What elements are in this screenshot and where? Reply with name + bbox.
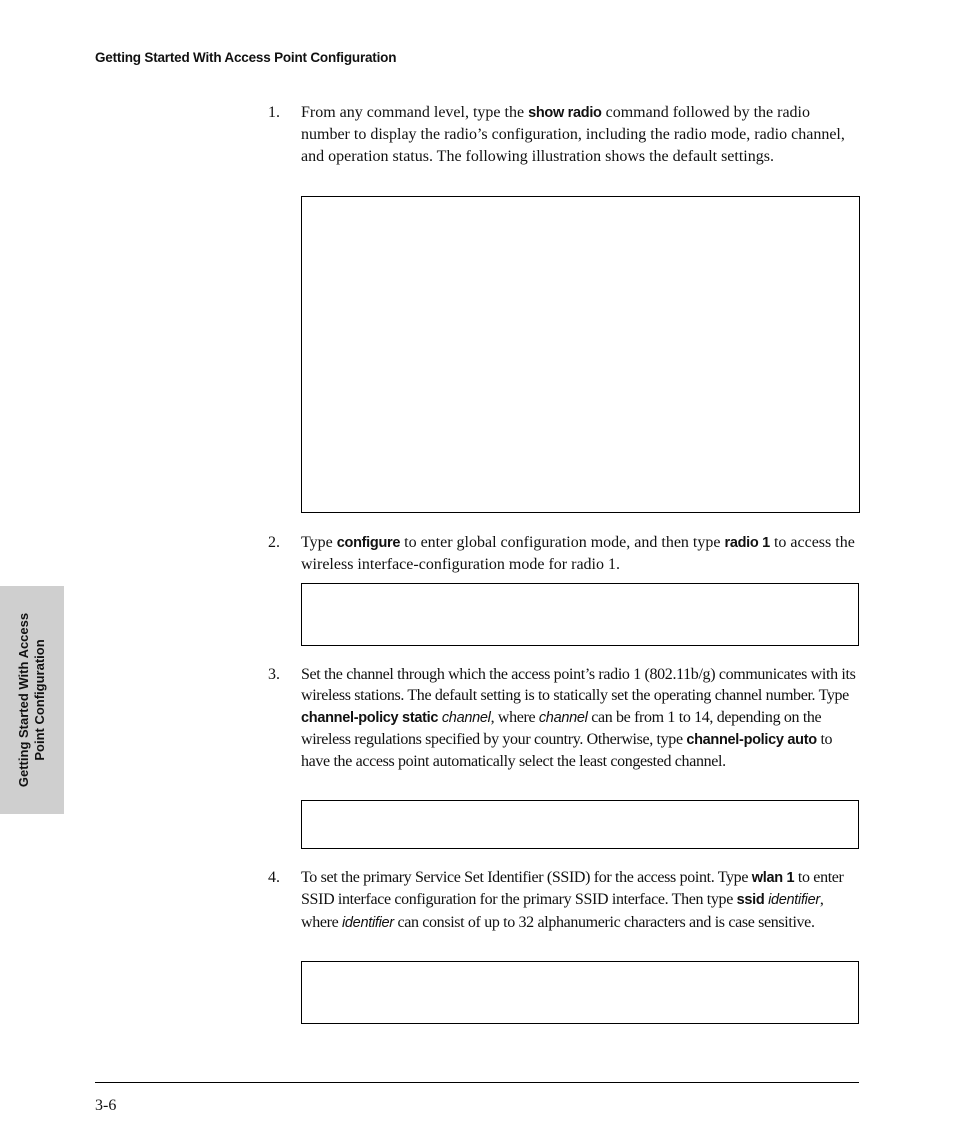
step-number: 4. — [268, 869, 280, 886]
chapter-side-tab — [0, 586, 64, 814]
side-tab-line-2: Point Configuration — [32, 639, 47, 761]
screen-illustration-configure — [301, 583, 859, 646]
command-radio-1: radio 1 — [724, 535, 770, 551]
command-ssid: ssid — [736, 892, 765, 909]
side-tab-line-1: Getting Started With Access — [16, 612, 31, 788]
command-configure: configure — [336, 535, 401, 551]
argument-channel: channel — [538, 709, 588, 726]
screen-illustration-channel-policy — [301, 800, 859, 849]
command-channel-policy-auto: channel-policy auto — [686, 731, 817, 748]
argument-channel: channel — [441, 709, 491, 726]
screen-illustration-ssid — [301, 961, 859, 1024]
step-1 — [268, 102, 858, 167]
step-number: 1. — [268, 104, 280, 121]
step-text: To set the primary Service Set Identifier (SSID) for the access point. Type wlan 1 to enter SSID interface configuration for the primary SSID interface. Then type ssid identifier, where identifier can consist of up to 32 alphanumeric characters and is case sensitive. — [301, 869, 844, 931]
step-4 — [268, 867, 858, 934]
footer-rule — [95, 1082, 859, 1083]
step-number: 2. — [268, 534, 280, 551]
step-text: Set the channel through which the access point’s radio 1 (802.11b/g) communicates with its wireless stations. The default setting is to statically set the operating channel number. Type channel-policy static channel, where channel can be from 1 to 14, depending on the wireless regulations specified by your country. Otherwise, type channel-policy auto to have the access point automatically select the least congested channel. — [301, 666, 856, 771]
argument-identifier: identifier — [768, 892, 820, 909]
step-2 — [268, 532, 858, 576]
screen-illustration-show-radio — [301, 196, 860, 513]
step-3 — [268, 664, 858, 772]
step-text: From any command level, type the show radio command followed by the radio number to display the radio’s configuration, including the radio mode, radio channel, and operation status. The following illustration shows the default settings. — [301, 104, 845, 165]
step-number: 3. — [268, 666, 280, 683]
command-channel-policy-static: channel-policy static — [301, 709, 442, 726]
argument-identifier: identifier — [342, 914, 394, 931]
chapter-side-tab-label — [16, 613, 48, 787]
step-text: Type configure to enter global configuration mode, and then type radio 1 to access the wireless interface-configuration mode for radio 1. — [301, 534, 855, 574]
command-wlan-1: wlan 1 — [751, 870, 795, 886]
page-number: 3-6 — [95, 1097, 117, 1114]
running-head: Getting Started With Access Point Configuration — [95, 50, 397, 65]
command-show-radio: show radio — [528, 105, 602, 121]
